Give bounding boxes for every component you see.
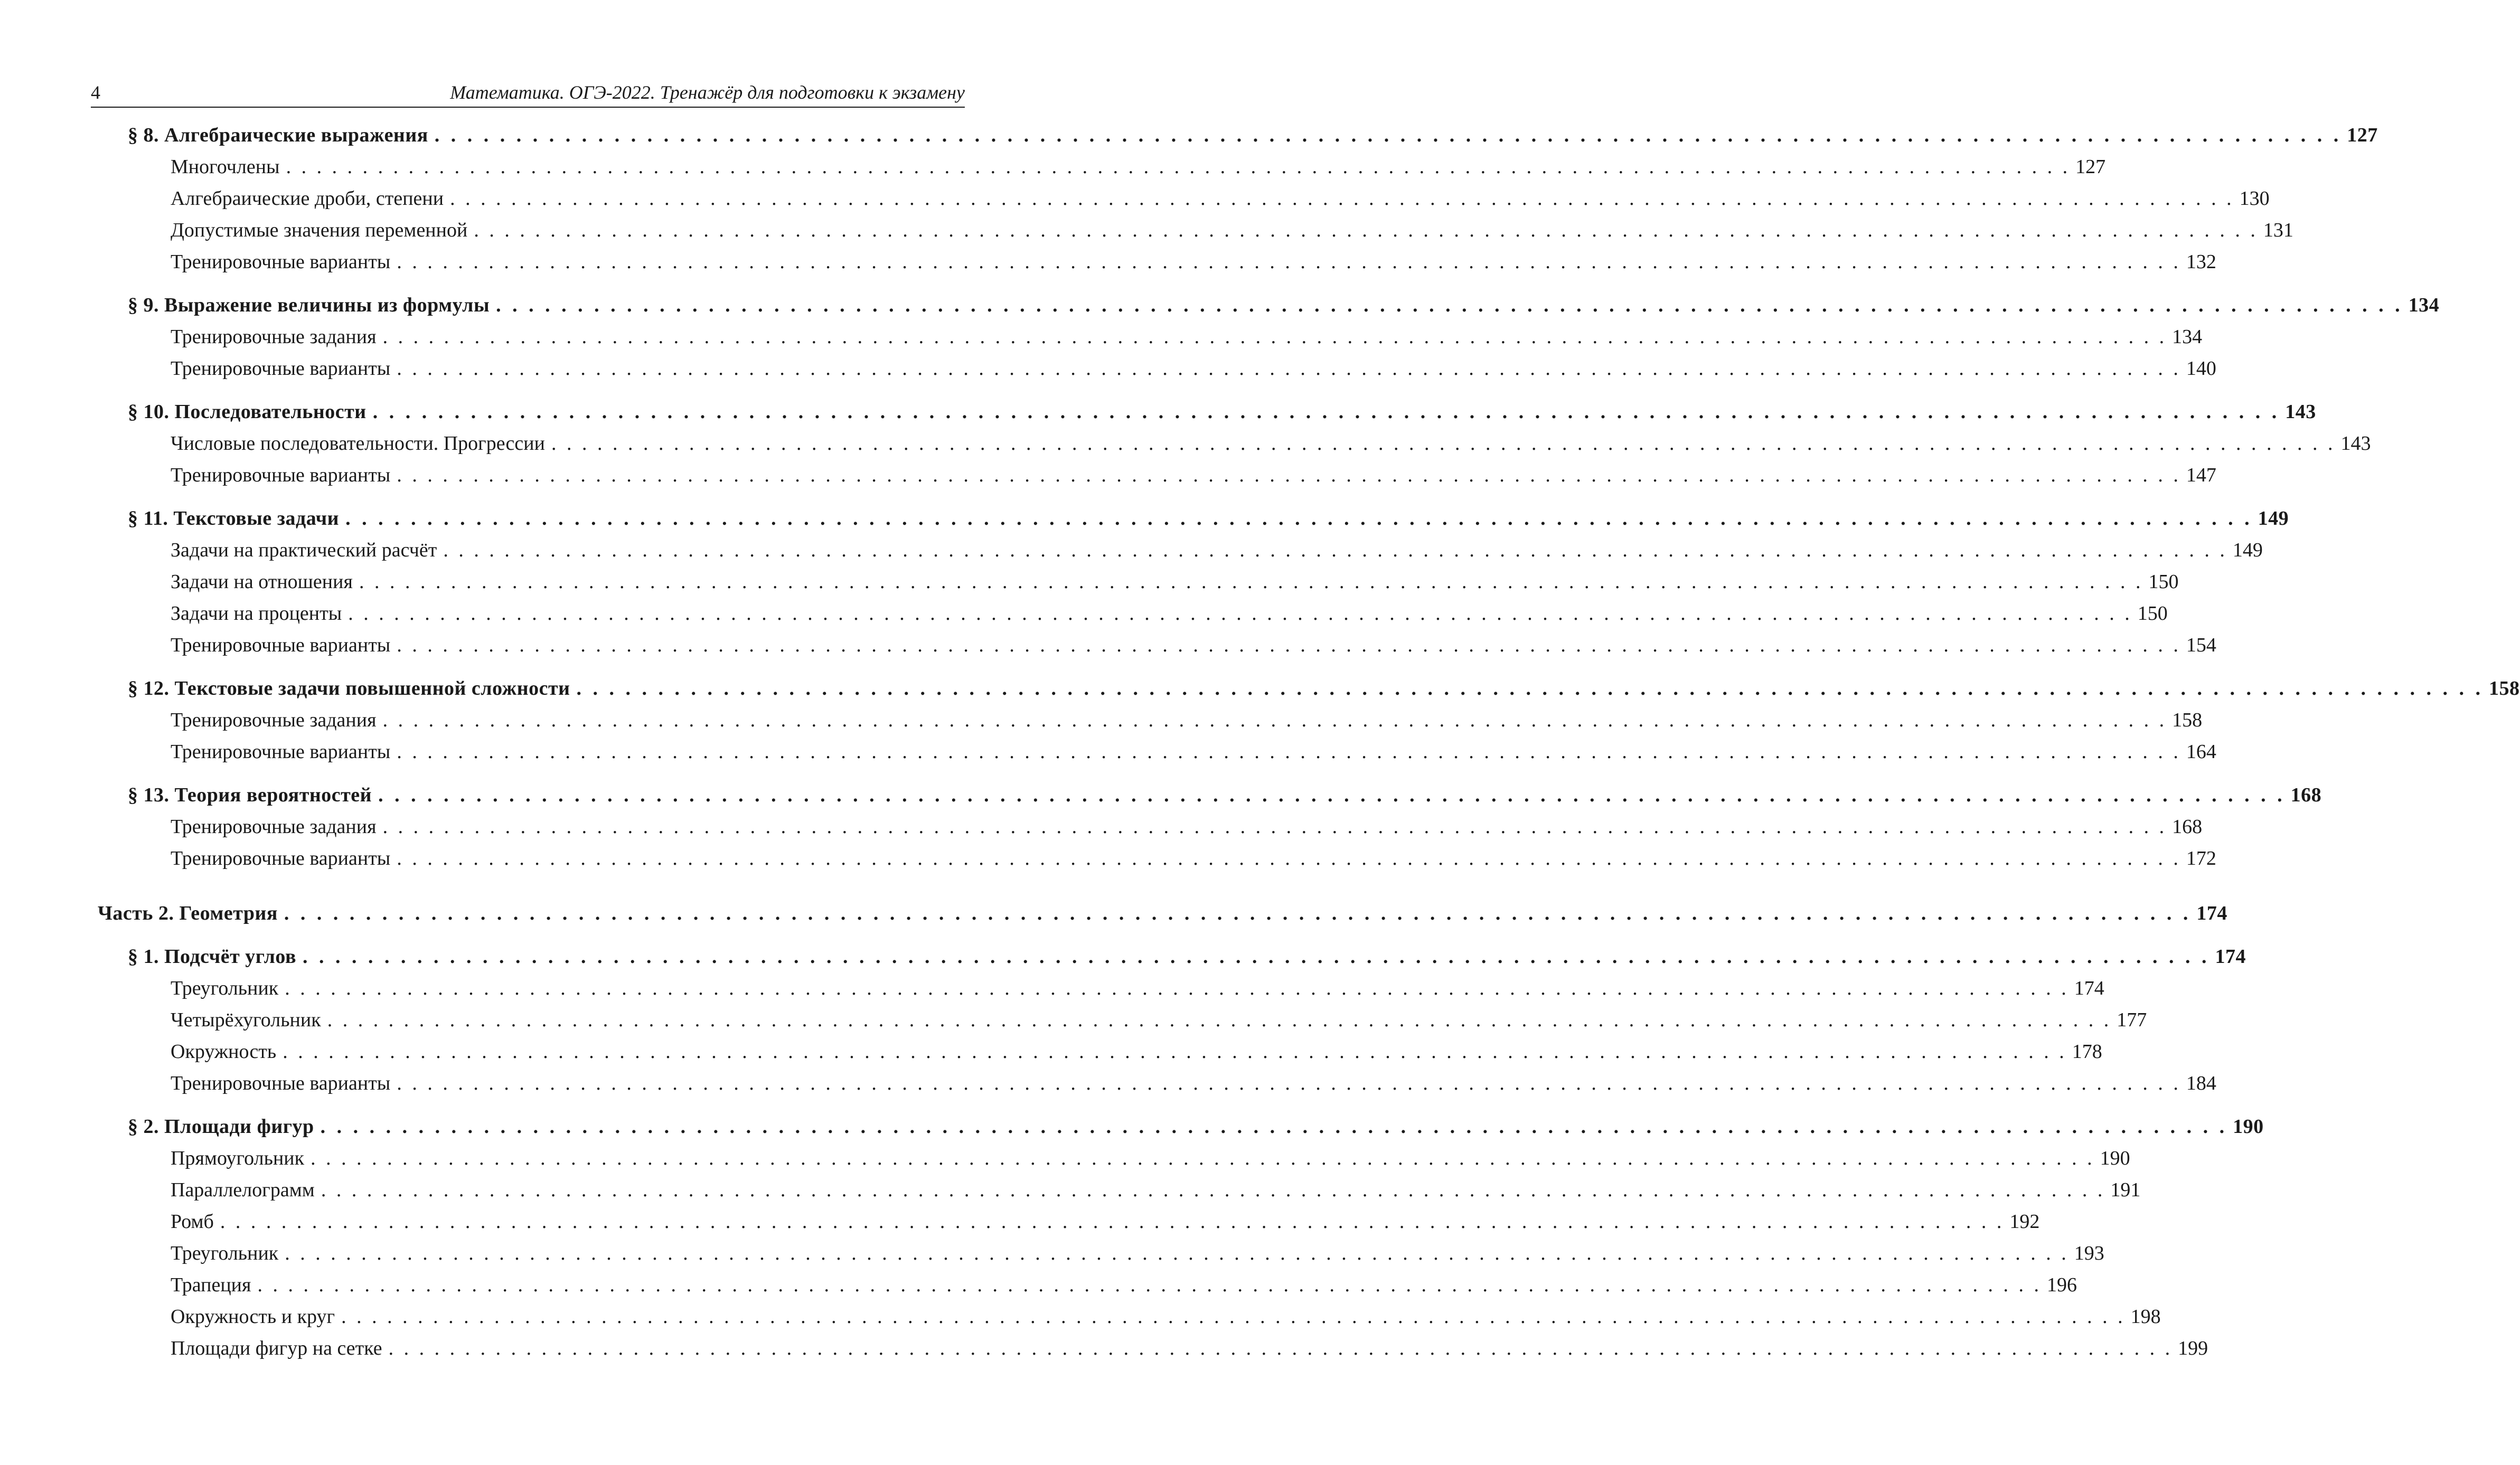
toc-entry-title: Окружность и круг [171,1306,335,1328]
toc-entry-title: Тренировочные варианты [171,357,391,380]
toc-entry-page: 193 [2074,1242,2104,1264]
toc-entry-title: Числовые последовательности. Прогрессии [171,432,545,455]
toc-entry-sub[interactable] [171,705,2203,735]
toc-entry-title: Ромб [171,1211,214,1233]
toc-entry-sub[interactable] [171,599,2168,628]
dot-leader: . . . . . . . . . . . . . . . . . . . . . . . . . . . . . . . . . . . . . . . . . . . . . . . . . . . . . . . . . . . . . . . . . . . . . . . . . . . . . . . . . . . . . . . . . . . . . . . . . . . . . . . . . . . . . . . . . . . . . [397,634,2181,656]
toc-entry-title: Прямоугольник [171,1147,305,1169]
toc-entry-sub[interactable] [171,1207,2040,1236]
toc-entry-page: 168 [2172,816,2203,838]
dot-leader: . . . . . . . . . . . . . . . . . . . . . . . . . . . . . . . . . . . . . . . . . . . . . . . . . . . . . . . . . . . . . . . . . . . . . . . . . . . . . . . . . . . . . . . . . . . . . . . . . . . . . . . . . . . . . . . . . . . . . [302,946,2210,968]
toc-entry-sub[interactable] [171,737,2216,767]
toc-entry-page: 164 [2186,741,2216,763]
toc-entry-sub[interactable] [171,354,2216,383]
toc-entry-sub[interactable] [171,1270,2077,1300]
toc-entry-page: 127 [2347,124,2378,146]
dot-leader: . . . . . . . . . . . . . . . . . . . . . . . . . . . . . . . . . . . . . . . . . . . . . . . . . . . . . . . . . . . . . . . . . . . . . . . . . . . . . . . . . . . . . . . . . . . . . . . . . . . . . . . . . . . . . . . . . . . . . [345,507,2253,530]
toc-entry-title: § 2. Площади фигур [128,1116,314,1138]
toc-entry-title: Задачи на проценты [171,602,342,625]
toc-entry-title: Площади фигур на сетке [171,1337,382,1359]
toc-entry-page: 154 [2186,634,2216,656]
toc-entry-title: Тренировочные варианты [171,251,391,273]
toc-entry-title: § 10. Последовательности [128,401,366,423]
running-title: Математика. ОГЭ-2022. Тренажёр для подготовки к экзамену [450,82,965,103]
dot-leader: . . . . . . . . . . . . . . . . . . . . . . . . . . . . . . . . . . . . . . . . . . . . . . . . . . . . . . . . . . . . . . . . . . . . . . . . . . . . . . . . . . . . . . . . . . . . . . . . . . . . . . . . . . . . . . . . . . . . . [397,1072,2181,1094]
dot-leader: . . . . . . . . . . . . . . . . . . . . . . . . . . . . . . . . . . . . . . . . . . . . . . . . . . . . . . . . . . . . . . . . . . . . . . . . . . . . . . . . . . . . . . . . . . . . . . . . . . . . . . . . . . . . . . . . . . . . . [327,1009,2112,1031]
toc-entry-section[interactable] [128,942,2246,971]
dot-leader: . . . . . . . . . . . . . . . . . . . . . . . . . . . . . . . . . . . . . . . . . . . . . . . . . . . . . . . . . . . . . . . . . . . . . . . . . . . . . . . . . . . . . . . . . . . . . . . . . . . . . . . . . . . . . . . . . . . . . [359,571,2143,593]
toc-entry-page: 184 [2186,1072,2216,1094]
toc-entry-sub[interactable] [171,1175,2141,1205]
toc-entry-page: 192 [2009,1211,2040,1233]
dot-leader: . . . . . . . . . . . . . . . . . . . . . . . . . . . . . . . . . . . . . . . . . . . . . . . . . . . . . . . . . . . . . . . . . . . . . . . . . . . . . . . . . . . . . . . . . . . . . . . . . . . . . . . . . . . . . . . . . . . . . [388,1337,2173,1359]
toc-entry-title: Задачи на отношения [171,571,353,593]
dot-leader: . . . . . . . . . . . . . . . . . . . . . . . . . . . . . . . . . . . . . . . . . . . . . . . . . . . . . . . . . . . . . . . . . . . . . . . . . . . . . . . . . . . . . . . . . . . . . . . . . . . . . . . . . . . . . . . . . . . . . [496,294,2403,316]
toc-entry-title: Окружность [171,1041,277,1063]
dot-leader: . . . . . . . . . . . . . . . . . . . . . . . . . . . . . . . . . . . . . . . . . . . . . . . . . . . . . . . . . . . . . . . . . . . . . . . . . . . . . . . . . . . . . . . . . . . . . . . . . . . . . . . . . . . . . . . . . . . . . [450,187,2234,210]
toc-entry-page: 147 [2186,464,2216,486]
toc-entry-page: 174 [2215,946,2246,968]
dot-leader: . . . . . . . . . . . . . . . . . . . . . . . . . . . . . . . . . . . . . . . . . . . . . . . . . . . . . . . . . . . . . . . . . . . . . . . . . . . . . . . . . . . . . . . . . . . . . . . . . . . . . . . . . . . . . . . . . . . . . [321,1179,2105,1201]
toc-entry-page: 134 [2172,326,2203,348]
dot-leader: . . . . . . . . . . . . . . . . . . . . . . . . . . . . . . . . . . . . . . . . . . . . . . . . . . . . . . . . . . . . . . . . . . . . . . . . . . . . . . . . . . . . . . . . . . . . . . . . . . . . . . . . . . . . . . . . . . . . . [285,1242,2069,1264]
toc-entry-page: 198 [2130,1306,2161,1328]
toc-entry-sub[interactable] [171,535,2263,565]
toc-entry-title: Трапеция [171,1274,251,1296]
toc-entry-page: 130 [2239,187,2270,210]
toc-entry-page: 158 [2172,709,2203,731]
toc-entry-sub[interactable] [171,812,2203,842]
toc-entry-page: 174 [2196,902,2227,924]
toc-entry-page: 149 [2258,507,2289,530]
toc-entry-part[interactable] [98,899,2227,928]
dot-leader: . . . . . . . . . . . . . . . . . . . . . . . . . . . . . . . . . . . . . . . . . . . . . . . . . . . . . . . . . . . . . . . . . . . . . . . . . . . . . . . . . . . . . . . . . . . . . . . . . . . . . . . . . . . . . . . . . . . . . [382,709,2167,731]
dot-leader: . . . . . . . . . . . . . . . . . . . . . . . . . . . . . . . . . . . . . . . . . . . . . . . . . . . . . . . . . . . . . . . . . . . . . . . . . . . . . . . . . . . . . . . . . . . . . . . . . . . . . . . . . . . . . . . . . . . . . [341,1306,2126,1328]
dot-leader: . . . . . . . . . . . . . . . . . . . . . . . . . . . . . . . . . . . . . . . . . . . . . . . . . . . . . . . . . . . . . . . . . . . . . . . . . . . . . . . . . . . . . . . . . . . . . . . . . . . . . . . . . . . . . . . . . . . . . [220,1211,2005,1233]
toc-entry-title: Тренировочные варианты [171,634,391,656]
toc-entry-page: 178 [2072,1041,2102,1063]
toc-entry-page: 196 [2046,1274,2077,1296]
toc-entry-title: Алгебраические дроби, степени [171,187,444,210]
dot-leader: . . . . . . . . . . . . . . . . . . . . . . . . . . . . . . . . . . . . . . . . . . . . . . . . . . . . . . . . . . . . . . . . . . . . . . . . . . . . . . . . . . . . . . . . . . . . . . . . . . . . . . . . . . . . . . . . . . . . . [311,1147,2095,1169]
dot-leader: . . . . . . . . . . . . . . . . . . . . . . . . . . . . . . . . . . . . . . . . . . . . . . . . . . . . . . . . . . . . . . . . . . . . . . . . . . . . . . . . . . . . . . . . . . . . . . . . . . . . . . . . . . . . . . . . . . . . . [551,432,2336,455]
toc-entry-section[interactable] [128,504,2289,533]
dot-leader: . . . . . . . . . . . . . . . . . . . . . . . . . . . . . . . . . . . . . . . . . . . . . . . . . . . . . . . . . . . . . . . . . . . . . . . . . . . . . . . . . . . . . . . . . . . . . . . . . . . . . . . . . . . . . . . . . . . . . [378,784,2286,806]
dot-leader: . . . . . . . . . . . . . . . . . . . . . . . . . . . . . . . . . . . . . . . . . . . . . . . . . . . . . . . . . . . . . . . . . . . . . . . . . . . . . . . . . . . . . . . . . . . . . . . . . . . . . . . . . . . . . . . . . . . . . [397,464,2181,486]
toc-entry-page: 150 [2137,602,2168,625]
dot-leader: . . . . . . . . . . . . . . . . . . . . . . . . . . . . . . . . . . . . . . . . . . . . . . . . . . . . . . . . . . . . . . . . . . . . . . . . . . . . . . . . . . . . . . . . . . . . . . . . . . . . . . . . . . . . . . . . . . . . . [397,847,2181,869]
toc-entry-title: Треугольник [171,977,279,999]
toc-entry-title: Тренировочные варианты [171,464,391,486]
toc-entry-page: 143 [2285,401,2316,423]
toc-entry-section[interactable] [128,1112,2264,1141]
toc-entry-sub[interactable] [171,1143,2130,1173]
toc-entry-sub[interactable] [171,429,2371,458]
toc-entry-title: Тренировочные варианты [171,847,391,869]
toc-entry-sub[interactable] [171,973,2104,1003]
toc-entry-page: 172 [2186,847,2216,869]
dot-leader: . . . . . . . . . . . . . . . . . . . . . . . . . . . . . . . . . . . . . . . . . . . . . . . . . . . . . . . . . . . . . . . . . . . . . . . . . . . . . . . . . . . . . . . . . . . . . . . . . . . . . . . . . . . . . . . . . . . . . [283,1041,2067,1063]
toc-entry-title: Тренировочные варианты [171,741,391,763]
dot-leader: . . . . . . . . . . . . . . . . . . . . . . . . . . . . . . . . . . . . . . . . . . . . . . . . . . . . . . . . . . . . . . . . . . . . . . . . . . . . . . . . . . . . . . . . . . . . . . . . . . . . . . . . . . . . . . . . . . . . . [443,539,2227,561]
dot-leader: . . . . . . . . . . . . . . . . . . . . . . . . . . . . . . . . . . . . . . . . . . . . . . . . . . . . . . . . . . . . . . . . . . . . . . . . . . . . . . . . . . . . . . . . . . . . . . . . . . . . . . . . . . . . . . . . . . . . . [474,219,2258,241]
toc-entry-sub[interactable] [171,1239,2104,1268]
toc-entry-sub[interactable] [171,1302,2161,1331]
dot-leader: . . . . . . . . . . . . . . . . . . . . . . . . . . . . . . . . . . . . . . . . . . . . . . . . . . . . . . . . . . . . . . . . . . . . . . . . . . . . . . . . . . . . . . . . . . . . . . . . . . . . . . . . . . . . . . . . . . . . . [382,326,2167,348]
dot-leader: . . . . . . . . . . . . . . . . . . . . . . . . . . . . . . . . . . . . . . . . . . . . . . . . . . . . . . . . . . . . . . . . . . . . . . . . . . . . . . . . . . . . . . . . . . . . . . . . . . . . . . . . . . . . . . . . . . . . . [576,677,2484,700]
running-header [91,77,965,108]
toc-entry-page: 158 [2489,677,2520,700]
toc-entry-sub[interactable] [171,184,2270,213]
toc-entry-sub[interactable] [171,215,2293,245]
toc-entry-title: Тренировочные задания [171,326,377,348]
dot-leader: . . . . . . . . . . . . . . . . . . . . . . . . . . . . . . . . . . . . . . . . . . . . . . . . . . . . . . . . . . . . . . . . . . . . . . . . . . . . . . . . . . . . . . . . . . . . . . . . . . . . . . . . . . . . . . . . . . . . . [286,156,2071,178]
toc-entry-title: § 12. Текстовые задачи повышенной сложности [128,677,570,700]
toc-entry-title: Часть 2. Геометрия [98,902,278,924]
toc-entry-section[interactable] [128,290,2440,320]
toc-entry-title: Треугольник [171,1242,279,1264]
toc-entry-page: 143 [2340,432,2371,455]
toc-entry-page: 168 [2290,784,2322,806]
dot-leader: . . . . . . . . . . . . . . . . . . . . . . . . . . . . . . . . . . . . . . . . . . . . . . . . . . . . . . . . . . . . . . . . . . . . . . . . . . . . . . . . . . . . . . . . . . . . . . . . . . . . . . . . . . . . . . . . . . . . . [397,741,2181,763]
toc-entry-page: 190 [2233,1116,2264,1138]
toc-entry-title: § 13. Теория вероятностей [128,784,372,806]
toc-entry-sub[interactable] [171,1037,2102,1066]
toc-entry-sub[interactable] [171,322,2203,352]
toc-entry-title: § 11. Текстовые задачи [128,507,340,530]
dot-leader: . . . . . . . . . . . . . . . . . . . . . . . . . . . . . . . . . . . . . . . . . . . . . . . . . . . . . . . . . . . . . . . . . . . . . . . . . . . . . . . . . . . . . . . . . . . . . . . . . . . . . . . . . . . . . . . . . . . . . [397,251,2181,273]
toc-entry-title: Многочлены [171,156,280,178]
toc-entry-title: Задачи на практический расчёт [171,539,437,561]
toc-entry-sub[interactable] [171,1005,2147,1035]
toc-entry-title: Допустимые значения переменной [171,219,468,241]
dot-leader: . . . . . . . . . . . . . . . . . . . . . . . . . . . . . . . . . . . . . . . . . . . . . . . . . . . . . . . . . . . . . . . . . . . . . . . . . . . . . . . . . . . . . . . . . . . . . . . . . . . . . . . . . . . . . . . . . . . . . [257,1274,2042,1296]
toc-entry-sub[interactable] [171,152,2106,182]
toc-entry-title: Четырёхугольник [171,1009,321,1031]
toc-entry-page: 174 [2074,977,2104,999]
toc-entry-sub[interactable] [171,844,2216,873]
dot-leader: . . . . . . . . . . . . . . . . . . . . . . . . . . . . . . . . . . . . . . . . . . . . . . . . . . . . . . . . . . . . . . . . . . . . . . . . . . . . . . . . . . . . . . . . . . . . . . . . . . . . . . . . . . . . . . . . . . . . . [397,357,2181,380]
toc-entry-page: 134 [2408,294,2440,316]
toc-entry-page: 191 [2110,1179,2141,1201]
toc-entry-title: Тренировочные задания [171,709,377,731]
toc-entry-title: Параллелограмм [171,1179,315,1201]
toc-entry-section[interactable] [128,120,2378,150]
toc-entry-page: 199 [2178,1337,2208,1359]
toc-entry-title: § 8. Алгебраические выражения [128,124,428,146]
toc-entry-sub[interactable] [171,1069,2216,1098]
dot-leader: . . . . . . . . . . . . . . . . . . . . . . . . . . . . . . . . . . . . . . . . . . . . . . . . . . . . . . . . . . . . . . . . . . . . . . . . . . . . . . . . . . . . . . . . . . . . . . . . . . . . . . . . . . . . . . . . . . . . . [434,124,2342,146]
dot-leader: . . . . . . . . . . . . . . . . . . . . . . . . . . . . . . . . . . . . . . . . . . . . . . . . . . . . . . . . . . . . . . . . . . . . . . . . . . . . . . . . . . . . . . . . . . . . . . . . . . . . . . . . . . . . . . . . . . . . . [284,902,2192,924]
toc-entry-title: Тренировочные задания [171,816,377,838]
toc-entry-sub[interactable] [171,247,2216,277]
toc-entry-title: § 9. Выражение величины из формулы [128,294,490,316]
toc-entry-page: 127 [2075,156,2106,178]
toc-entry-page: 132 [2186,251,2216,273]
toc-entry-page: 177 [2117,1009,2147,1031]
toc-entry-page: 190 [2100,1147,2130,1169]
dot-leader: . . . . . . . . . . . . . . . . . . . . . . . . . . . . . . . . . . . . . . . . . . . . . . . . . . . . . . . . . . . . . . . . . . . . . . . . . . . . . . . . . . . . . . . . . . . . . . . . . . . . . . . . . . . . . . . . . . . . . [285,977,2069,999]
toc-entry-page: 140 [2186,357,2216,380]
toc-entry-sub[interactable] [171,1334,2208,1363]
page-number: 4 [91,82,100,103]
toc-entry-title: § 1. Подсчёт углов [128,946,296,968]
toc-entry-page: 150 [2148,571,2179,593]
toc-entry-page: 149 [2232,539,2263,561]
toc-entry-sub[interactable] [171,567,2179,597]
toc-entry-section[interactable] [128,674,2520,703]
toc-entry-page: 131 [2263,219,2293,241]
toc-entry-title: Тренировочные варианты [171,1072,391,1094]
dot-leader: . . . . . . . . . . . . . . . . . . . . . . . . . . . . . . . . . . . . . . . . . . . . . . . . . . . . . . . . . . . . . . . . . . . . . . . . . . . . . . . . . . . . . . . . . . . . . . . . . . . . . . . . . . . . . . . . . . . . . [382,816,2167,838]
toc-entry-sub[interactable] [171,460,2216,490]
dot-leader: . . . . . . . . . . . . . . . . . . . . . . . . . . . . . . . . . . . . . . . . . . . . . . . . . . . . . . . . . . . . . . . . . . . . . . . . . . . . . . . . . . . . . . . . . . . . . . . . . . . . . . . . . . . . . . . . . . . . . [372,401,2280,423]
toc-entry-section[interactable] [128,780,2322,810]
dot-leader: . . . . . . . . . . . . . . . . . . . . . . . . . . . . . . . . . . . . . . . . . . . . . . . . . . . . . . . . . . . . . . . . . . . . . . . . . . . . . . . . . . . . . . . . . . . . . . . . . . . . . . . . . . . . . . . . . . . . . [320,1116,2228,1138]
toc-entry-sub[interactable] [171,630,2216,660]
toc-entry-section[interactable] [128,397,2316,427]
dot-leader: . . . . . . . . . . . . . . . . . . . . . . . . . . . . . . . . . . . . . . . . . . . . . . . . . . . . . . . . . . . . . . . . . . . . . . . . . . . . . . . . . . . . . . . . . . . . . . . . . . . . . . . . . . . . . . . . . . . . . [348,602,2132,625]
